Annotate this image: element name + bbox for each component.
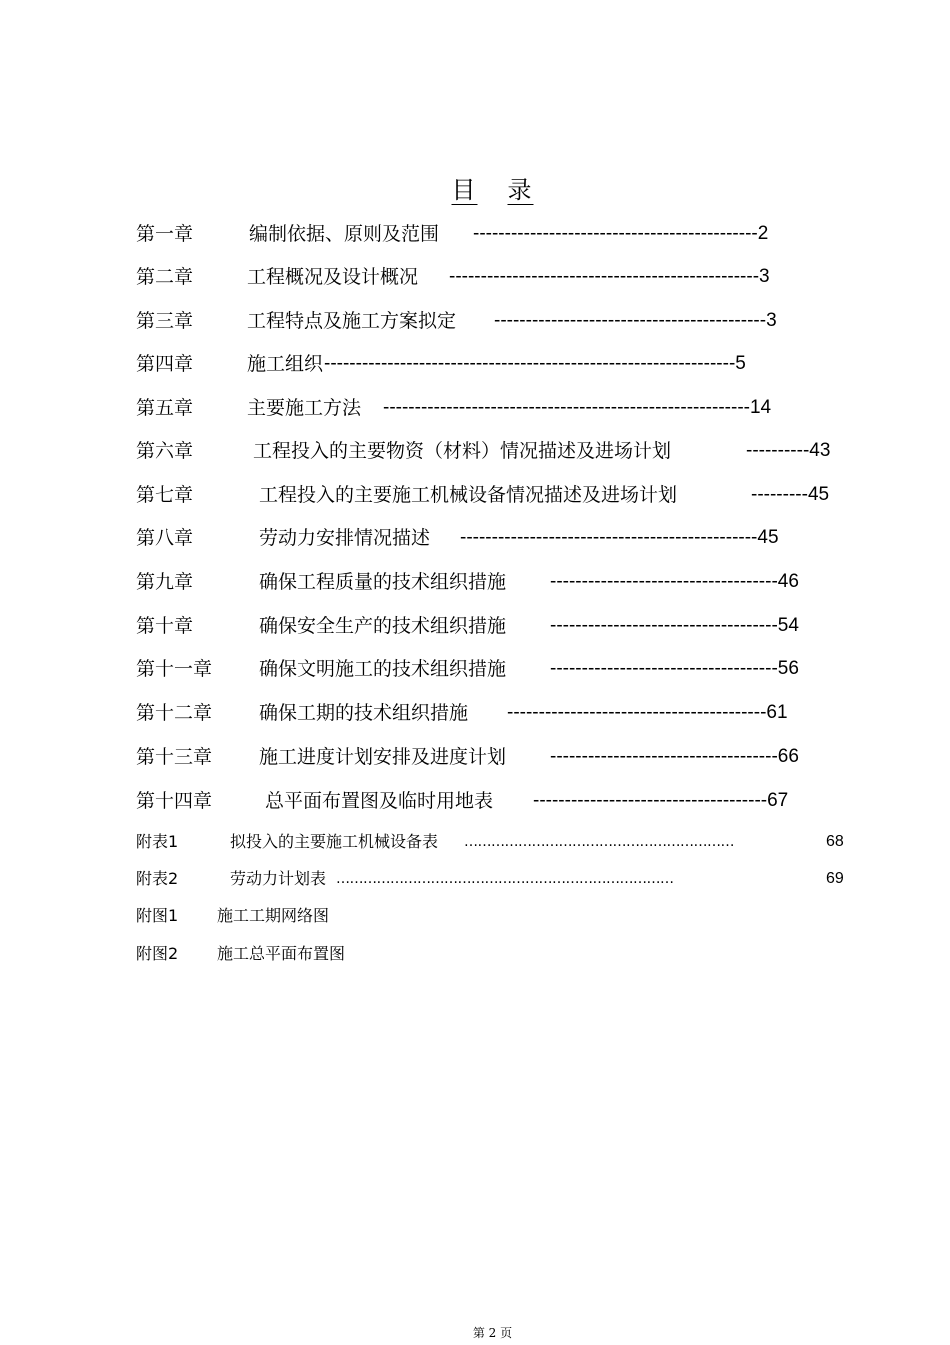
chapter-number: 第四章 <box>136 353 194 375</box>
chapter-name: 确保工期的技术组织措施 <box>259 702 469 724</box>
toc-entry[interactable] <box>136 352 746 376</box>
chapter-leader-page: -----------------------------------------61 <box>507 702 788 723</box>
chapter-leader-page: ---------45 <box>751 484 830 505</box>
chapter-leader-page: -------------------------------------------3 <box>494 310 777 331</box>
appendix-label: 附表2 <box>136 869 179 888</box>
toc-entry[interactable] <box>136 439 831 463</box>
chapter-name: 确保文明施工的技术组织措施 <box>259 658 507 680</box>
chapter-name: 劳动力安排情况描述 <box>259 527 431 549</box>
chapter-leader-page: -------------------------------------67 <box>533 790 789 811</box>
chapter-number: 第十四章 <box>136 790 213 812</box>
chapter-number: 第五章 <box>136 397 194 419</box>
page-number-footer: 第 2 页 <box>472 1326 513 1340</box>
toc-entry[interactable] <box>136 745 799 769</box>
appendix-leader: ………………………………………………………………… <box>336 871 674 887</box>
chapter-leader-page: ------------------------------------46 <box>550 571 799 592</box>
chapter-name: 工程概况及设计概况 <box>247 266 419 288</box>
appendix-label: 附图1 <box>136 906 179 925</box>
chapter-name: 施工进度计划安排及进度计划 <box>259 746 507 768</box>
appendix-leader: …………………………………………………… <box>464 834 734 850</box>
toc-entry[interactable] <box>136 265 770 289</box>
chapter-name: 编制依据、原则及范围 <box>249 223 440 245</box>
chapter-leader-page: ------------------------------------54 <box>550 615 799 636</box>
chapter-name: 确保工程质量的技术组织措施 <box>259 571 507 593</box>
chapter-leader-page: -----------------------------------------------45 <box>460 527 779 548</box>
chapter-leader-page: ----------------------------------------------------------14 <box>383 397 772 418</box>
toc-entry[interactable] <box>136 789 789 813</box>
appendix-page: 68 <box>826 833 844 850</box>
chapter-name: 总平面布置图及临时用地表 <box>265 790 494 812</box>
chapter-leader-page: ----------43 <box>746 440 831 461</box>
chapter-leader-page: ------------------------------------66 <box>550 746 799 767</box>
chapter-number: 第三章 <box>136 310 194 332</box>
chapter-name: 工程投入的主要施工机械设备情况描述及进场计划 <box>259 484 678 506</box>
toc-entry[interactable] <box>136 701 788 725</box>
chapter-number: 第八章 <box>136 527 194 549</box>
chapter-number: 第十一章 <box>136 658 213 680</box>
appendix-page: 69 <box>826 870 844 887</box>
chapter-number: 第六章 <box>136 440 194 462</box>
toc-entry[interactable] <box>136 526 779 550</box>
toc-entry[interactable] <box>136 614 799 638</box>
toc-title-right: 录 <box>507 176 534 204</box>
chapter-leader-page: -------------------------------------------------3 <box>449 266 770 287</box>
chapter-number: 第二章 <box>136 266 194 288</box>
chapter-name: 工程投入的主要物资（材料）情况描述及进场计划 <box>253 440 672 462</box>
toc-entry[interactable] <box>136 483 830 507</box>
appendix-name: 施工总平面布置图 <box>217 944 346 963</box>
chapter-number: 第十二章 <box>136 702 213 724</box>
chapter-number: 第十章 <box>136 615 194 637</box>
appendix-label: 附表1 <box>136 832 179 851</box>
chapter-name: 确保安全生产的技术组织措施 <box>259 615 507 637</box>
appendix-entry[interactable] <box>136 832 844 852</box>
toc-entry[interactable] <box>136 657 799 681</box>
chapter-number: 第一章 <box>136 223 194 245</box>
chapter-number: 第九章 <box>136 571 194 593</box>
chapter-name: 工程特点及施工方案拟定 <box>247 310 457 332</box>
toc-title <box>0 170 950 205</box>
toc-entry[interactable] <box>136 309 777 333</box>
toc-title-left: 目 <box>451 176 478 204</box>
chapter-name: 施工组织 <box>247 353 324 375</box>
chapter-leader-page: -----------------------------------------------------------------5 <box>324 353 746 374</box>
toc-entry[interactable] <box>136 570 799 594</box>
chapter-name: 主要施工方法 <box>247 397 362 419</box>
appendix-entry[interactable] <box>136 869 844 889</box>
chapter-leader-page: ---------------------------------------------2 <box>473 223 769 244</box>
chapter-leader-page: ------------------------------------56 <box>550 658 799 679</box>
appendix-entry[interactable] <box>136 944 346 964</box>
appendix-name: 拟投入的主要施工机械设备表 <box>230 832 439 851</box>
appendix-name: 劳动力计划表 <box>230 869 327 888</box>
appendix-label: 附图2 <box>136 944 179 963</box>
chapter-number: 第七章 <box>136 484 194 506</box>
toc-entry[interactable] <box>136 222 769 246</box>
appendix-entry[interactable] <box>136 906 330 926</box>
chapter-number: 第十三章 <box>136 746 213 768</box>
appendix-name: 施工工期网络图 <box>217 906 330 925</box>
toc-entry[interactable] <box>136 396 772 420</box>
